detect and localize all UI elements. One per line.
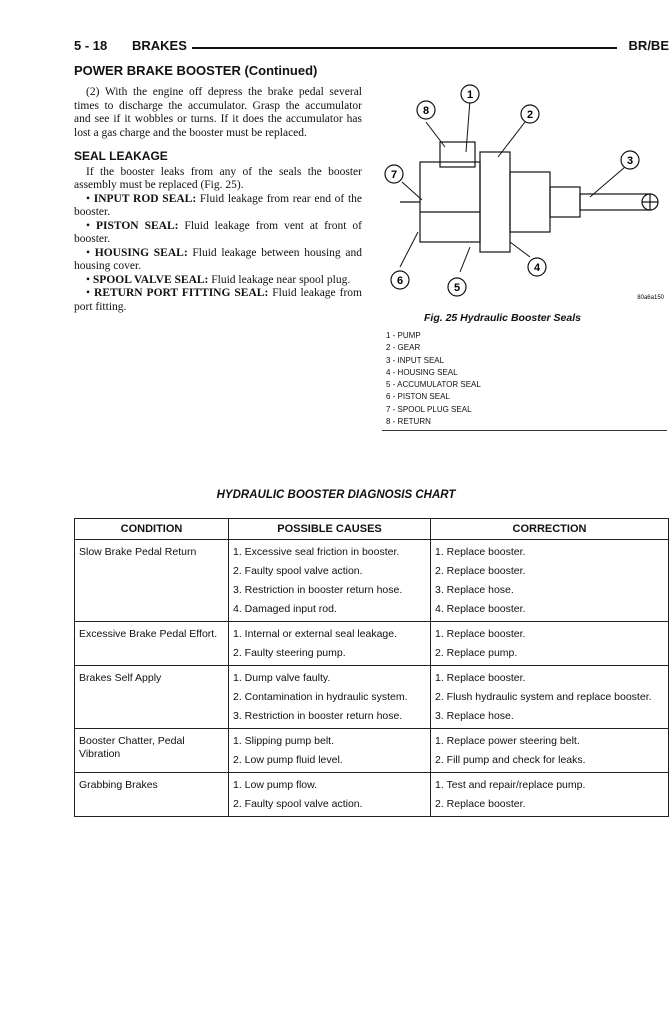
page-number: 5 - 18 [74, 38, 108, 53]
callout-number: 6 [396, 275, 404, 287]
table-row [75, 666, 669, 689]
seal-bullet-label: HOUSING SEAL: [94, 246, 188, 259]
seal-bullet [74, 287, 362, 314]
figure-legend [386, 330, 481, 428]
spool-plug [440, 142, 475, 167]
cause-cell: 4. Damaged input rod. [229, 600, 431, 622]
correction-cell: 2. Replace booster. [431, 795, 669, 817]
table-row [75, 773, 669, 796]
callout-number: 2 [526, 109, 534, 121]
text-column [74, 86, 362, 314]
seal-bullet-text: Fluid leakage from port fitting. [74, 287, 362, 313]
condition-cell: Excessive Brake Pedal Effort. [75, 622, 229, 666]
bullet-dot-icon: • [86, 246, 95, 259]
booster-drawing [400, 142, 658, 252]
table-header-row [75, 519, 669, 540]
cause-cell: 2. Faulty steering pump. [229, 644, 431, 666]
cause-cell: 1. Low pump flow. [229, 773, 431, 796]
header-correction: CORRECTION [431, 519, 669, 540]
correction-cell: 2. Flush hydraulic system and replace booster. [431, 688, 669, 707]
cause-cell: 1. Dump valve faulty. [229, 666, 431, 689]
correction-cell: 4. Replace booster. [431, 600, 669, 622]
page-header [74, 38, 669, 56]
seal-bullet-text: Fluid leakage from vent at front of booster. [74, 219, 362, 245]
callout-number: 5 [453, 282, 461, 294]
seal-bullet [74, 193, 362, 220]
callout-number: 3 [626, 155, 634, 167]
correction-cell: 2. Replace booster. [431, 562, 669, 581]
header-condition: CONDITION [75, 519, 229, 540]
booster-housing-center [480, 152, 510, 252]
booster-housing-left [420, 162, 480, 242]
correction-cell: 1. Replace booster. [431, 622, 669, 645]
cause-cell: 1. Internal or external seal leakage. [229, 622, 431, 645]
correction-cell: 1. Test and repair/replace pump. [431, 773, 669, 796]
seal-bullet-text: Fluid leakage from rear end of the booster. [74, 192, 363, 218]
cause-cell: 1. Excessive seal friction in booster. [229, 540, 431, 563]
bullet-dot-icon: • [86, 219, 96, 232]
input-cylinder [550, 187, 580, 217]
table-row [75, 622, 669, 645]
seal-intro: If the booster leaks from any of the seals the booster assembly must be replaced (Fig. 25). [74, 165, 362, 191]
page-title: POWER BRAKE BOOSTER (Continued) [74, 63, 318, 78]
leader-lines [400, 100, 625, 272]
seal-bullet [74, 247, 362, 274]
legend-item: 5 - ACCUMULATOR SEAL [386, 380, 481, 390]
chart-title: HYDRAULIC BOOSTER DIAGNOSIS CHART [216, 489, 456, 501]
header-causes: POSSIBLE CAUSES [229, 519, 431, 540]
table-body [75, 540, 669, 817]
condition-cell: Booster Chatter, Pedal Vibration [75, 729, 229, 773]
figure-code: 80a6a150 [637, 295, 664, 301]
section-name: BRAKES [132, 38, 187, 53]
correction-cell: 1. Replace booster. [431, 540, 669, 563]
correction-cell: 1. Replace booster. [431, 666, 669, 689]
condition-cell: Grabbing Brakes [75, 773, 229, 817]
correction-cell: 2. Fill pump and check for leaks. [431, 751, 669, 773]
cause-cell: 3. Restriction in booster return hose. [229, 581, 431, 600]
diagnosis-table [74, 518, 669, 817]
cause-cell: 2. Low pump fluid level. [229, 751, 431, 773]
correction-cell: 3. Replace hose. [431, 707, 669, 729]
figure-caption: Fig. 25 Hydraulic Booster Seals [424, 312, 581, 324]
cause-cell: 2. Contamination in hydraulic system. [229, 688, 431, 707]
seal-bullet [74, 274, 362, 288]
cause-cell: 2. Faulty spool valve action. [229, 562, 431, 581]
hydraulic-booster-figure [380, 82, 668, 307]
legend-item: 2 - GEAR [386, 343, 421, 353]
correction-cell: 1. Replace power steering belt. [431, 729, 669, 752]
table-row [75, 729, 669, 752]
legend-item: 4 - HOUSING SEAL [386, 367, 458, 377]
intro-paragraph: (2) With the engine off depress the brake pedal several times to discharge the accumulator. Grasp the accumulator and see if it wobbles or turns. If it does the accumulator has lost a gas charge and the booster must be replaced. [74, 86, 362, 139]
seal-bullet-label: INPUT ROD SEAL: [93, 192, 197, 205]
seal-bullet-list [74, 193, 362, 315]
bullet-dot-icon: • [86, 192, 94, 205]
bullet-dot-icon: • [86, 273, 93, 286]
legend-divider [382, 430, 667, 431]
header-rule [192, 47, 617, 49]
callout-number: 8 [422, 105, 430, 117]
legend-item: 3 - INPUT SEAL [386, 355, 445, 365]
legend-item: 1 - PUMP [386, 331, 421, 340]
cause-cell: 3. Restriction in booster return hose. [229, 707, 431, 729]
callout-group [385, 85, 639, 296]
callout-number: 7 [390, 169, 398, 181]
legend-item: 7 - SPOOL PLUG SEAL [386, 404, 472, 414]
table-row [75, 540, 669, 563]
seal-bullet-label: RETURN PORT FITTING SEAL: [94, 287, 269, 299]
cause-cell: 1. Slipping pump belt. [229, 729, 431, 752]
callout-number: 1 [466, 89, 474, 101]
bullet-dot-icon: • [86, 287, 95, 299]
seal-bullet-label: PISTON SEAL: [96, 219, 179, 232]
legend-item: 8 - RETURN [386, 417, 431, 427]
seal-bullet-text: Fluid leakage near spool plug. [208, 273, 351, 286]
seal-bullet-label: SPOOL VALVE SEAL: [92, 273, 209, 286]
model-code: BR/BE [628, 38, 669, 53]
seal-bullet [74, 220, 362, 247]
condition-cell: Brakes Self Apply [75, 666, 229, 729]
seal-bullet-text: Fluid leakage between housing and housing cover. [74, 246, 362, 272]
booster-housing-right [510, 172, 550, 232]
condition-cell: Slow Brake Pedal Return [75, 540, 229, 622]
legend-item: 6 - PISTON SEAL [386, 392, 450, 402]
correction-cell: 3. Replace hose. [431, 581, 669, 600]
correction-cell: 2. Replace pump. [431, 644, 669, 666]
cause-cell: 2. Faulty spool valve action. [229, 795, 431, 817]
callout-number: 4 [533, 262, 541, 274]
seal-leakage-heading: SEAL LEAKAGE [74, 149, 168, 163]
